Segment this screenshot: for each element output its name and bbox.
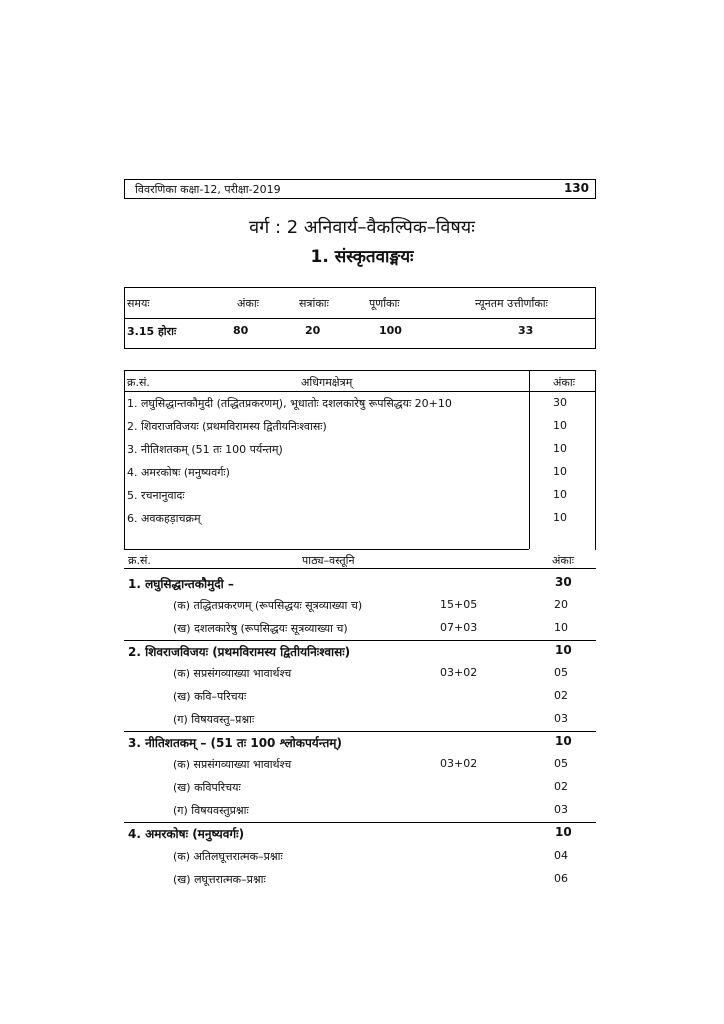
syl-item-marks: 05 <box>554 666 568 679</box>
la-row-marks: 10 <box>553 511 567 524</box>
section-title: वर्ग : 2 अनिवार्य–वैकल्पिक–विषयः <box>249 217 475 238</box>
syl-item-marks: 20 <box>554 598 568 611</box>
syl-item-text: (क) सप्रसंगव्याख्या भावार्थश्च <box>173 667 292 680</box>
sessional-value: 20 <box>305 324 321 337</box>
min-value: 33 <box>518 324 534 337</box>
divider <box>124 568 596 569</box>
syl-item-text: (क) सप्रसंगव्याख्या भावार्थश्च <box>173 758 292 771</box>
marks-header: अंकाः <box>237 297 259 310</box>
exam-info-table <box>124 287 596 349</box>
la-sn-header: क्र.सं. <box>127 376 150 389</box>
total-header: पूर्णांकाः <box>369 297 400 310</box>
syl-item-text: (ग) विषयवस्तुप्रश्नाः <box>173 804 249 817</box>
la-row-text: 2. शिवराजविजयः (प्रथमविरामस्य द्वितीयनिःश्वासः) <box>127 420 327 433</box>
syl-item-text: (ख) लघूत्तरात्मक–प्रश्नाः <box>173 873 266 886</box>
syl-item-marks: 02 <box>554 780 568 793</box>
syl-section-title: 3. नीतिशतकम् – (51 तः 100 श्लोकपर्यन्तम्) <box>128 736 342 750</box>
page-number: 130 <box>563 181 589 195</box>
la-row-marks: 10 <box>553 442 567 455</box>
syl-item-text: (क) अतिलघूत्तरात्मक–प्रश्नाः <box>173 850 283 863</box>
syl-sn-header: क्र.सं. <box>128 554 151 567</box>
syl-item-split: 03+02 <box>440 666 478 679</box>
divider <box>124 731 596 732</box>
syl-item-text: (ग) विषयवस्तु–प्रश्नाः <box>173 713 255 726</box>
syl-item-marks: 05 <box>554 757 568 770</box>
syl-section-marks: 30 <box>555 575 572 589</box>
subject-title: 1. संस्कृतवाङ्मयः <box>310 247 414 267</box>
learning-areas-table <box>124 370 596 550</box>
la-marks-header: अंकाः <box>553 376 575 389</box>
header-title: विवरणिका कक्षा-12, परीक्षा-2019 <box>135 183 281 196</box>
la-area-header: अधिगमक्षेत्रम् <box>301 376 353 389</box>
syl-item-split: 03+02 <box>440 757 478 770</box>
syl-item-marks: 03 <box>554 803 568 816</box>
la-row-marks: 10 <box>553 465 567 478</box>
syl-section-marks: 10 <box>555 734 572 748</box>
syl-section-title: 1. लघुसिद्धान्तकौमुदी – <box>128 577 234 591</box>
time-value: 3.15 होराः <box>127 325 177 338</box>
syl-marks-header: अंकाः <box>552 554 574 567</box>
marks-value: 80 <box>233 324 249 337</box>
page-header <box>124 179 596 199</box>
syl-item-split: 07+03 <box>440 621 478 634</box>
divider <box>124 822 596 823</box>
syl-item-text: (ख) कवि–परिचयः <box>173 690 247 703</box>
la-row-marks: 10 <box>553 488 567 501</box>
syl-item-marks: 03 <box>554 712 568 725</box>
syl-item-marks: 06 <box>554 872 568 885</box>
syl-item-marks: 02 <box>554 689 568 702</box>
syl-content-header: पाठ्य–वस्तूनि <box>302 554 355 567</box>
la-row-marks: 10 <box>553 419 567 432</box>
la-row-marks: 30 <box>553 396 567 409</box>
syl-item-text: (ख) दशलकारेषु (रूपसिद्धयः सूत्रव्याख्या च) <box>173 622 348 635</box>
divider <box>124 640 596 641</box>
la-row-text: 4. अमरकोषः (मनुष्यवर्गः) <box>127 466 230 479</box>
syl-section-title: 2. शिवराजविजयः (प्रथमविरामस्य द्वितीयनिःश्वासः) <box>128 645 351 659</box>
total-value: 100 <box>379 324 402 337</box>
sessional-header: सत्रांकाः <box>299 297 329 310</box>
la-row-text: 3. नीतिशतकम् (51 तः 100 पर्यन्तम्) <box>127 443 283 456</box>
syl-item-marks: 04 <box>554 849 568 862</box>
syl-item-text: (ख) कविपरिचयः <box>173 781 241 794</box>
syl-item-split: 15+05 <box>440 598 478 611</box>
syl-item-text: (क) तद्धितप्रकरणम् (रूपसिद्धयः सूत्रव्याख्या च) <box>173 599 363 612</box>
time-header: समयः <box>127 297 150 310</box>
la-row-text: 6. अवकहड़ाचक्रम् <box>127 512 201 525</box>
la-row-text: 1. लघुसिद्धान्तकौमुदी (तद्धितप्रकरणम्), भूधातोः दशलकारेषु रूपसिद्धयः 20+10 <box>127 397 452 410</box>
syl-section-marks: 10 <box>555 643 572 657</box>
la-row-text: 5. रचनानुवादः <box>127 489 185 502</box>
syl-section-marks: 10 <box>555 825 572 839</box>
min-header: न्यूनतम उत्तीर्णांकाः <box>475 297 548 310</box>
syl-item-marks: 10 <box>554 621 568 634</box>
syl-section-title: 4. अमरकोषः (मनुष्यवर्गः) <box>128 827 245 841</box>
